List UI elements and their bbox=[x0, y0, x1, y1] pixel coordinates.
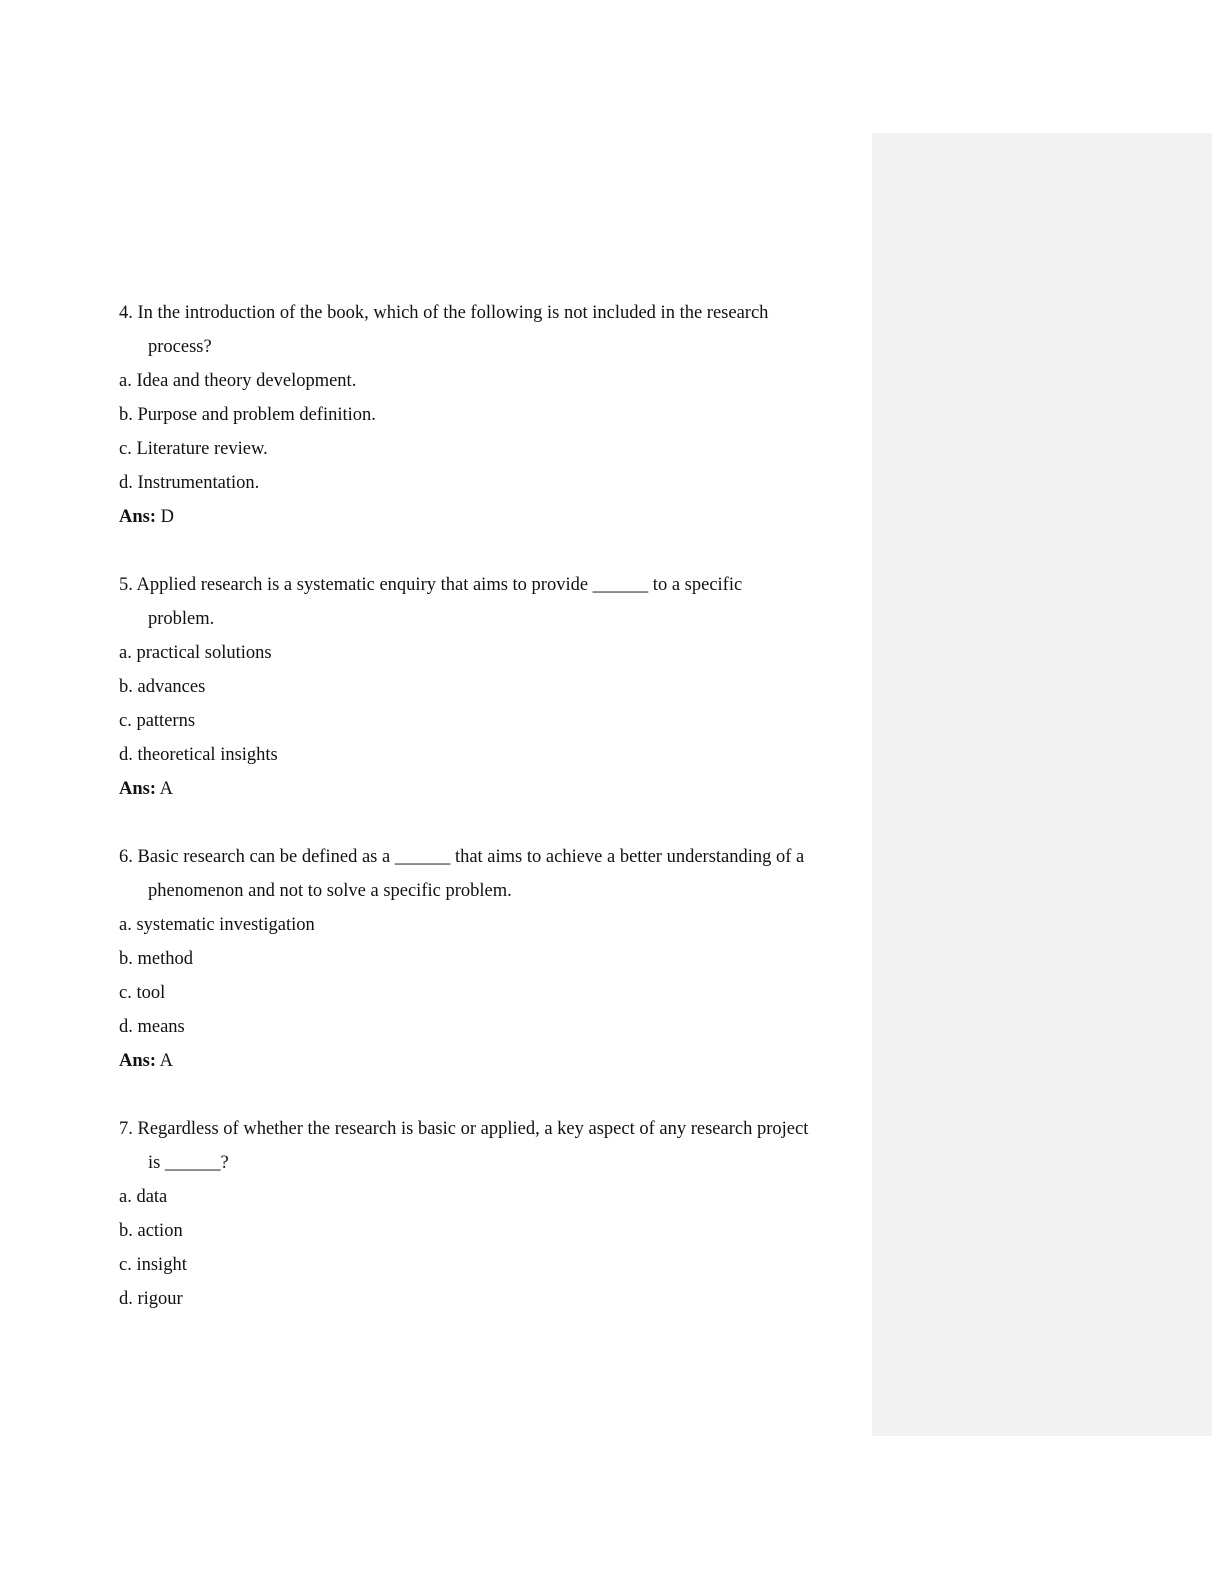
answer-value: A bbox=[156, 779, 173, 799]
answer-label: Ans: bbox=[119, 507, 157, 527]
document-body bbox=[119, 296, 864, 1316]
answer-5 bbox=[119, 772, 864, 806]
answer-label: Ans: bbox=[119, 1051, 157, 1071]
option-5a: a. practical solutions bbox=[119, 643, 272, 663]
option-7d: d. rigour bbox=[119, 1289, 183, 1309]
option-6d: d. means bbox=[119, 1017, 185, 1037]
option-5c: c. patterns bbox=[119, 711, 196, 731]
question-4 bbox=[119, 296, 864, 534]
option-6a: a. systematic investigation bbox=[119, 915, 315, 935]
answer-6 bbox=[119, 1044, 864, 1078]
question-6-text: 6. Basic research can be defined as a ______ that aims to achieve a better understanding of a bbox=[119, 847, 805, 867]
comment-margin-pane bbox=[872, 133, 1212, 1436]
option-5d: d. theoretical insights bbox=[119, 745, 278, 765]
question-4-text-continued: process? bbox=[148, 337, 212, 357]
question-7 bbox=[119, 1112, 864, 1316]
option-4b: b. Purpose and problem definition. bbox=[119, 405, 376, 425]
option-7c: c. insight bbox=[119, 1255, 187, 1275]
option-6c: c. tool bbox=[119, 983, 166, 1003]
option-6b: b. method bbox=[119, 949, 193, 969]
option-5b: b. advances bbox=[119, 677, 206, 697]
question-6-text-continued: phenomenon and not to solve a specific problem. bbox=[148, 881, 512, 901]
option-4d: d. Instrumentation. bbox=[119, 473, 260, 493]
question-5-text: 5. Applied research is a systematic enquiry that aims to provide ______ to a specific bbox=[119, 575, 743, 595]
question-7-text-continued: is ______? bbox=[148, 1153, 229, 1173]
option-4c: c. Literature review. bbox=[119, 439, 268, 459]
question-6 bbox=[119, 840, 864, 1078]
option-7a: a. data bbox=[119, 1187, 168, 1207]
question-4-text: 4. In the introduction of the book, which of the following is not included in the research bbox=[119, 303, 769, 323]
question-5-text-continued: problem. bbox=[148, 609, 215, 629]
answer-label: Ans: bbox=[119, 779, 157, 799]
question-5 bbox=[119, 568, 864, 806]
answer-value: D bbox=[156, 507, 175, 527]
option-7b: b. action bbox=[119, 1221, 183, 1241]
answer-value: A bbox=[156, 1051, 173, 1071]
option-4a: a. Idea and theory development. bbox=[119, 371, 357, 391]
question-7-text: 7. Regardless of whether the research is basic or applied, a key aspect of any research project bbox=[119, 1119, 809, 1139]
answer-4 bbox=[119, 500, 864, 534]
